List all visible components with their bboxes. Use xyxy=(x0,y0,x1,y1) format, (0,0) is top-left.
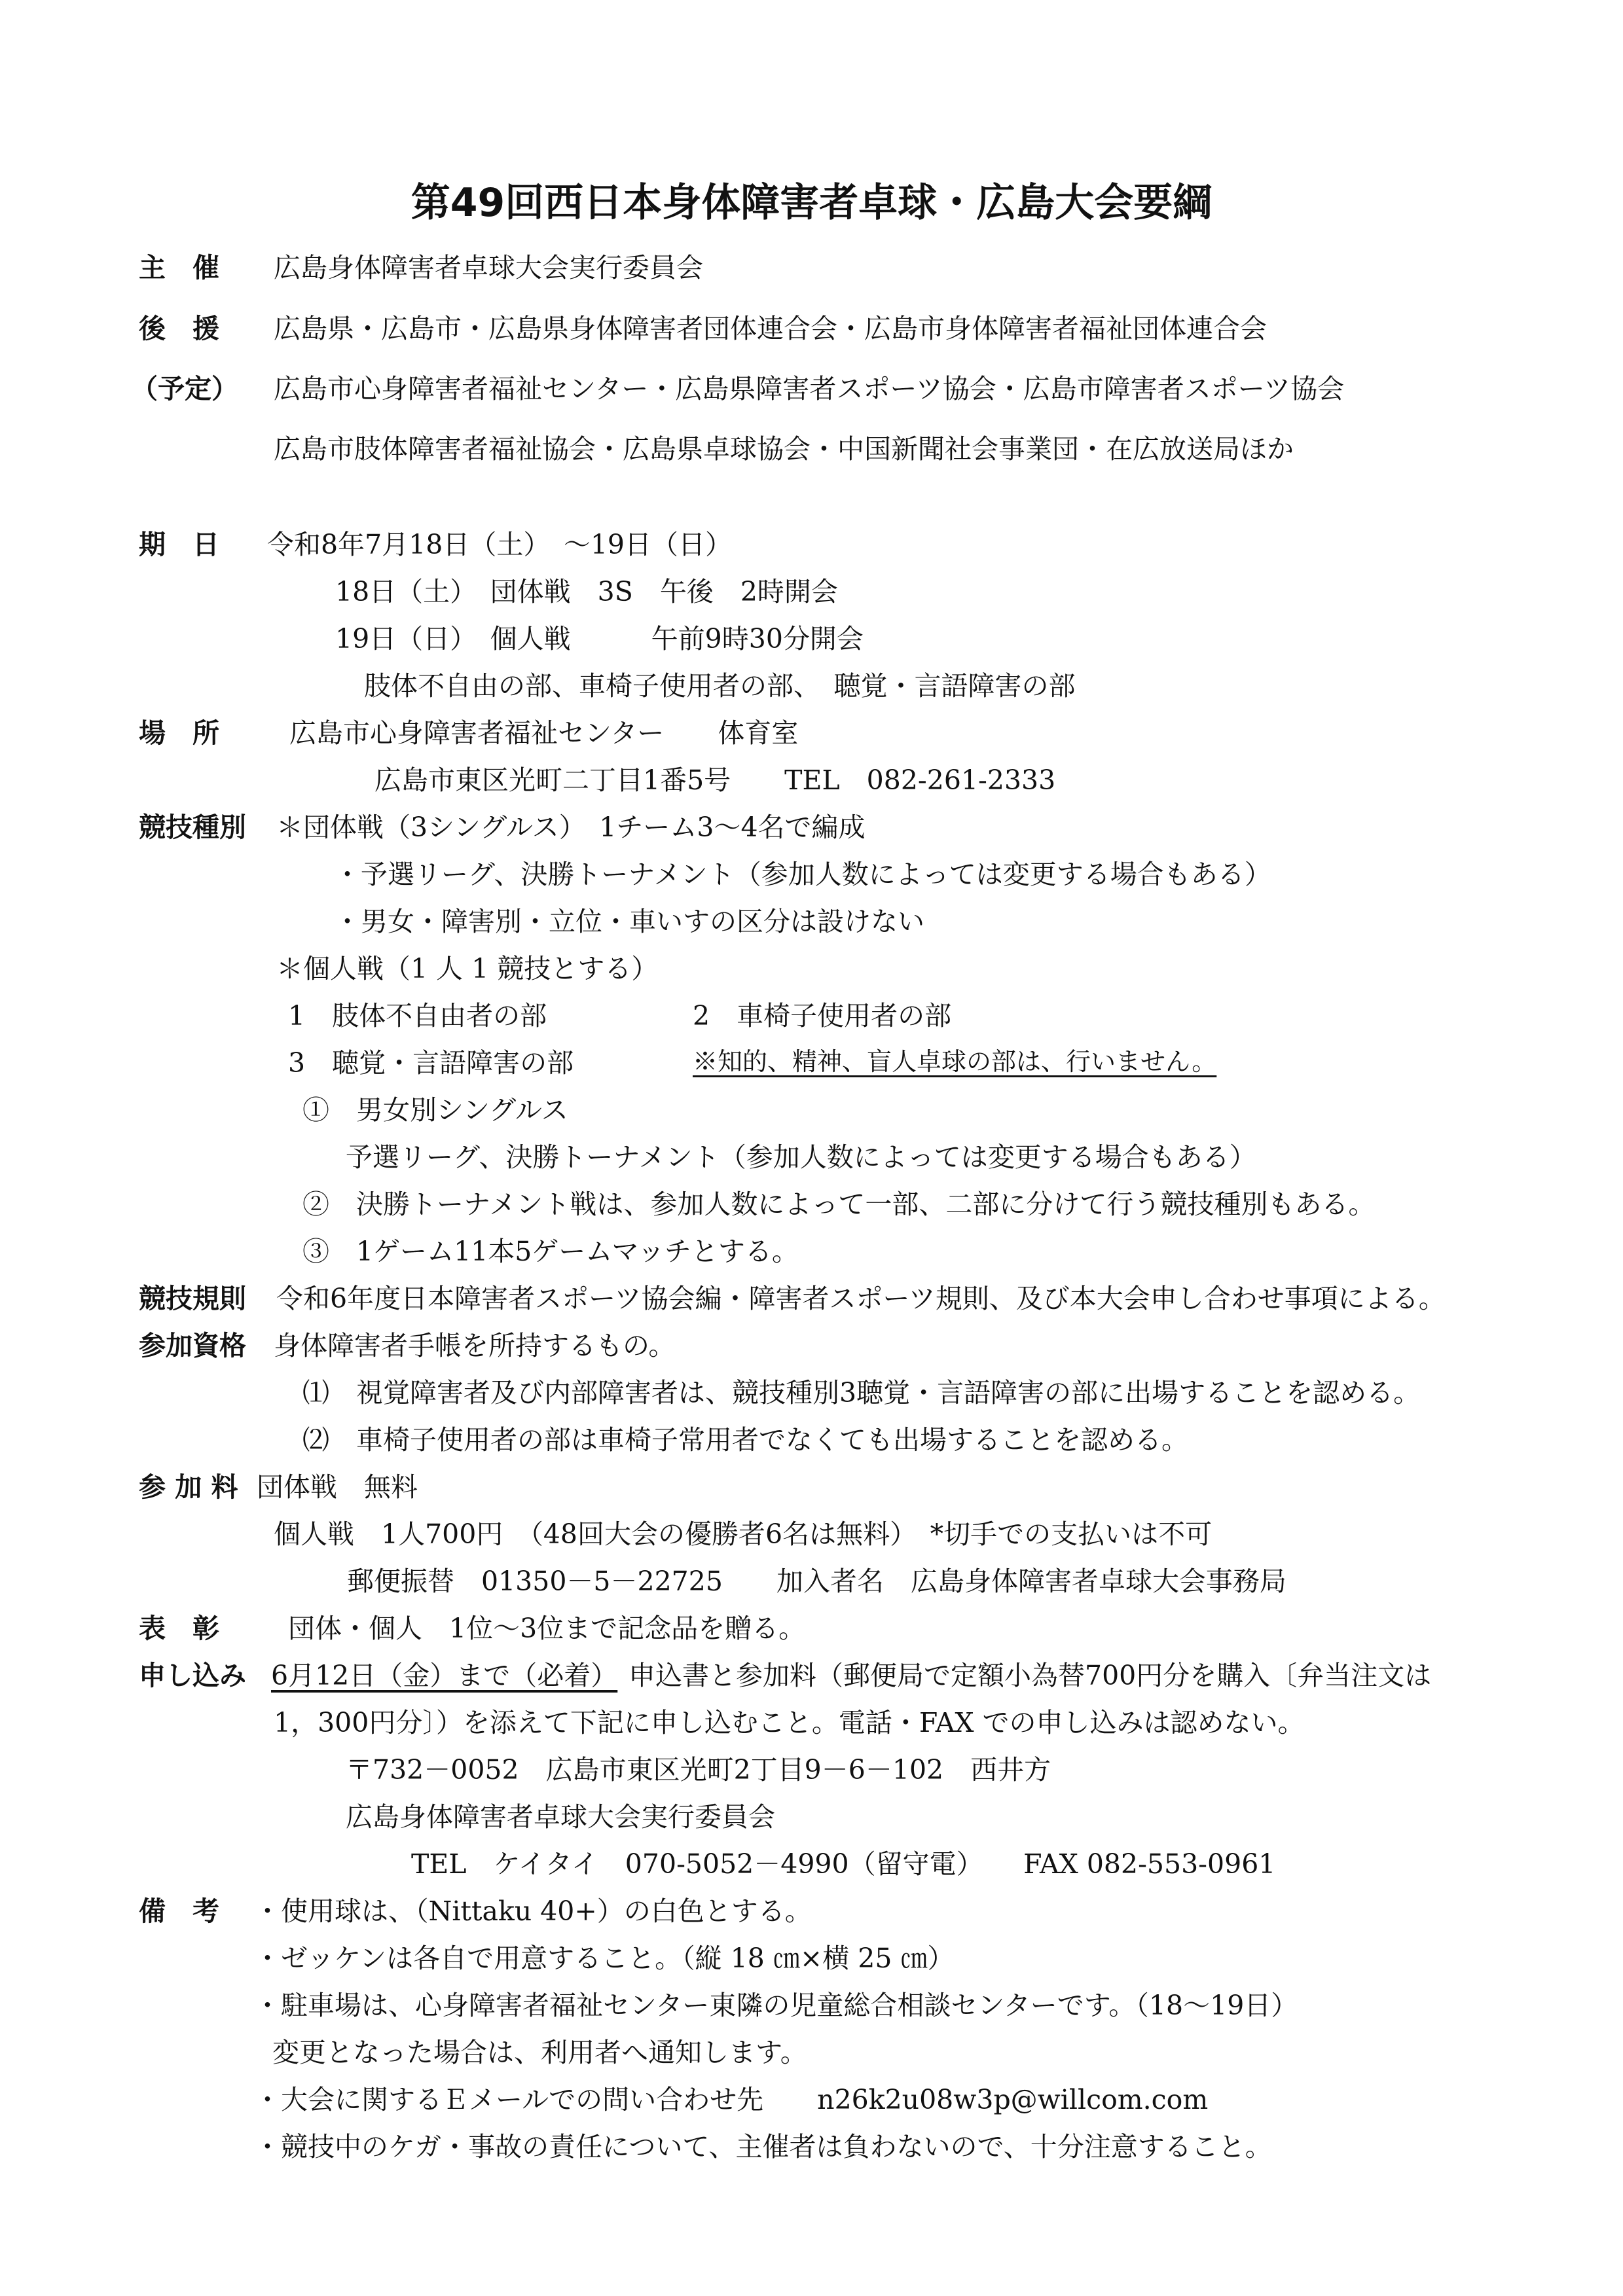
eligibility-label: 参加資格 xyxy=(139,1330,246,1361)
date-label: 期 日 xyxy=(139,529,219,560)
application-deadline: 6月12日（金）まで（必着） xyxy=(271,1660,618,1691)
date-divisions: 肢体不自由の部、車椅子使用者の部、 聴覚・言語障害の部 xyxy=(364,670,1076,702)
venue-value: 広島市心身障害者福祉センター 体育室 xyxy=(289,717,799,749)
application-line-1: 申込書と参加料（郵便局で定額小為替700円分を購入〔弁当注文は xyxy=(629,1660,1432,1691)
events-rule-2: ② 決勝トーナメント戦は、参加人数によって一部、二部に分けて行う競技種別もある。 xyxy=(302,1189,1376,1220)
events-category-1: 1 肢体不自由者の部 xyxy=(288,1000,547,1031)
date-day2: 19日（日） 個人戦 午前9時30分開会 xyxy=(335,623,864,655)
organizer-label: 主 催 xyxy=(139,252,219,283)
fee-individual: 個人戦 1人700円 （48回大会の優勝者6名は無料） *切手での支払いは不可 xyxy=(274,1518,1213,1550)
rules-label: 競技規則 xyxy=(139,1283,246,1314)
support-tentative-label: （予定） xyxy=(131,373,238,404)
page-title: 第49回西日本身体障害者卓球・広島大会要綱 xyxy=(410,180,1213,226)
venue-address: 広島市東区光町二丁目1番5号 TEL 082-261-2333 xyxy=(374,764,1056,796)
application-address: 〒732－0052 広島市東区光町2丁目9－6－102 西井方 xyxy=(346,1754,1051,1785)
events-team: ＊団体戦（3シングルス） 1チーム3～4名で編成 xyxy=(276,812,866,843)
events-category-3: 3 聴覚・言語障害の部 xyxy=(288,1047,574,1079)
eligibility-item-2: ⑵ 車椅子使用者の部は車椅子常用者でなくても出場することを認める。 xyxy=(302,1424,1188,1456)
notes-item-6: ・競技中のケガ・事故の責任について、主催者は負わないので、十分注意すること。 xyxy=(254,2131,1272,2162)
support-line-3: 広島市肢体障害者福祉協会・広島県卓球協会・中国新聞社会事業団・在広放送局ほか xyxy=(274,433,1294,465)
events-label: 競技種別 xyxy=(139,812,246,843)
application-line-2: 1，300円分〕）を添えて下記に申し込むこと。電話・FAX での申し込みは認めない。 xyxy=(274,1707,1305,1738)
awards-value: 団体・個人 1位～3位まで記念品を贈る。 xyxy=(288,1613,806,1644)
application-label: 申し込み xyxy=(139,1660,246,1691)
notes-label: 備 考 xyxy=(139,1895,219,1927)
eligibility-item-1: ⑴ 視覚障害者及び内部障害者は、競技種別3聴覚・言語障害の部に出場することを認める。 xyxy=(302,1377,1421,1408)
fee-label: 参 加 料 xyxy=(139,1471,238,1503)
support-line-1: 広島県・広島市・広島県身体障害者団体連合会・広島市身体障害者福祉団体連合会 xyxy=(274,313,1267,344)
support-line-2: 広島市心身障害者福祉センター・広島県障害者スポーツ協会・広島市障害者スポーツ協会 xyxy=(274,373,1345,404)
application-committee: 広島身体障害者卓球大会実行委員会 xyxy=(346,1801,775,1833)
notes-item-4: 変更となった場合は、利用者へ通知します。 xyxy=(272,2037,807,2068)
events-rule-3: ③ 1ゲーム11本5ゲームマッチとする。 xyxy=(302,1236,799,1267)
notes-item-5: ・大会に関するＥメールでの問い合わせ先 n26k2u08w3p@willcom.com xyxy=(254,2084,1209,2115)
notes-item-1: ・使用球は、（Nittaku 40+）の白色とする。 xyxy=(254,1895,812,1927)
application-contact: TEL ケイタイ 070-5052－4990（留守電） FAX 082-553-0961 xyxy=(411,1848,1276,1880)
events-rule-1-sub: 予選リーグ、決勝トーナメント（参加人数によっては変更する場合もある） xyxy=(346,1141,1256,1173)
venue-label: 場 所 xyxy=(139,717,219,749)
organizer-value: 広島身体障害者卓球大会実行委員会 xyxy=(274,252,703,283)
fee-transfer: 郵便振替 01350－5－22725 加入者名 広島身体障害者卓球大会事務局 xyxy=(347,1566,1286,1597)
eligibility-value: 身体障害者手帳を所持するもの。 xyxy=(274,1330,676,1361)
awards-label: 表 彰 xyxy=(139,1613,219,1644)
events-category-2: 2 車椅子使用者の部 xyxy=(693,1000,952,1031)
events-team-note-1: ・予選リーグ、決勝トーナメント（参加人数によっては変更する場合もある） xyxy=(334,859,1271,890)
fee-team: 団体戦 無料 xyxy=(257,1471,418,1503)
date-value: 令和8年7月18日（土） ～19日（日） xyxy=(267,529,733,560)
events-individual: ＊個人戦（1 人 1 競技とする） xyxy=(276,953,659,984)
date-day1: 18日（土） 団体戦 3S 午後 2時開会 xyxy=(335,576,838,607)
notes-item-2: ・ゼッケンは各自で用意すること。（縦 18 ㎝×横 25 ㎝） xyxy=(254,1943,955,1974)
events-rule-1: ① 男女別シングルス xyxy=(302,1094,568,1126)
support-label: 後 援 xyxy=(139,313,219,344)
events-team-note-2: ・男女・障害別・立位・車いすの区分は設けない xyxy=(334,906,924,937)
rules-value: 令和6年度日本障害者スポーツ協会編・障害者スポーツ規則、及び本大会申し合わせ事項による。 xyxy=(276,1283,1446,1314)
events-category-note: ※知的、精神、盲人卓球の部は、行いません。 xyxy=(693,1047,1217,1076)
notes-item-3: ・駐車場は、心身障害者福祉センター東隣の児童総合相談センターです。（18～19日） xyxy=(254,1990,1298,2021)
